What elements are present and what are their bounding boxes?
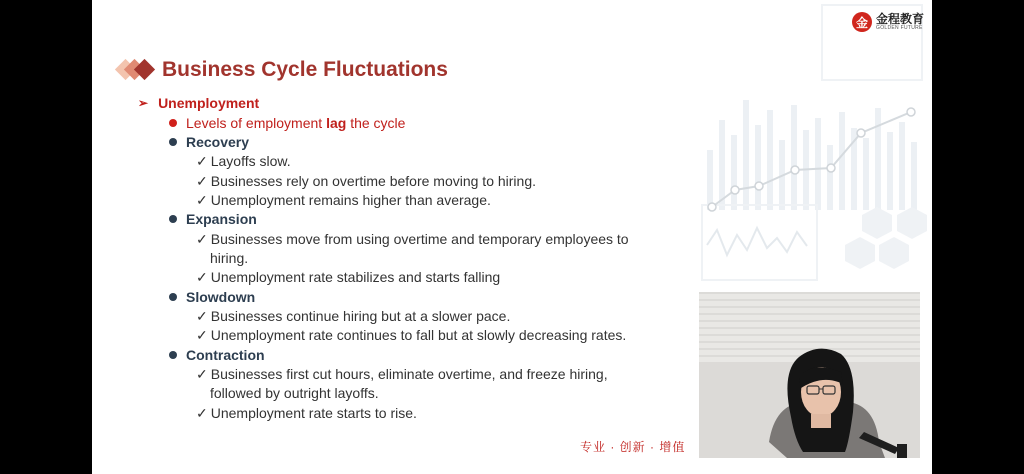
section-heading	[138, 95, 259, 111]
brand-logo	[852, 12, 924, 32]
list-item: ✓ Businesses move from using overtime and temporary employees to	[196, 231, 629, 247]
check-icon: ✓	[196, 173, 208, 189]
logo-tagline: GOLDEN FUTURE	[876, 25, 923, 31]
section-title-contraction: Contraction	[169, 347, 265, 363]
logo-icon: 金	[852, 12, 872, 32]
section-title-slowdown: Slowdown	[169, 289, 255, 305]
diamond-decoration-icon	[118, 54, 160, 86]
check-icon: ✓	[196, 192, 208, 208]
list-item: ✓ Unemployment rate continues to fall but at slowly decreasing rates.	[196, 327, 627, 343]
list-item: ✓ Businesses continue hiring but at a slower pace.	[196, 308, 511, 324]
list-item: ✓ Businesses first cut hours, eliminate overtime, and freeze hiring,	[196, 366, 608, 382]
arrow-bullet-icon: ➢	[138, 96, 149, 110]
section-title-recovery: Recovery	[169, 134, 249, 150]
bullet-icon	[169, 293, 177, 301]
list-item: ✓ Unemployment remains higher than average.	[196, 192, 491, 208]
list-item: ✓ Unemployment rate stabilizes and starts falling	[196, 269, 501, 285]
check-icon: ✓	[196, 366, 208, 382]
lag-statement: Levels of employment lag the cycle	[169, 115, 405, 131]
heading-label: Unemployment	[158, 95, 260, 111]
list-item: ✓ Unemployment rate starts to rise.	[196, 405, 417, 421]
check-icon: ✓	[196, 153, 208, 169]
list-item-continuation: hiring.	[210, 250, 249, 266]
footer-slogan: 专业 · 创新 · 增值	[580, 440, 686, 454]
check-icon: ✓	[196, 231, 208, 247]
page-title: Business Cycle Fluctuations	[162, 58, 448, 81]
list-item: ✓ Businesses rely on overtime before moving to hiring.	[196, 173, 537, 189]
slide-title-row	[118, 54, 448, 86]
check-icon: ✓	[196, 269, 208, 285]
list-item: ✓ Layoffs slow.	[196, 153, 291, 169]
check-icon: ✓	[196, 308, 208, 324]
decorative-chart-graphic	[697, 0, 932, 290]
presenter-video	[699, 292, 920, 458]
presenter-figure	[699, 292, 920, 458]
check-icon: ✓	[196, 405, 208, 421]
red-bullet-icon	[169, 119, 177, 127]
bullet-icon	[169, 351, 177, 359]
slide	[92, 0, 932, 474]
list-item-continuation: followed by outright layoffs.	[210, 385, 379, 401]
logo-name: 金程教育	[876, 12, 925, 26]
bullet-icon	[169, 215, 177, 223]
check-icon: ✓	[196, 327, 208, 343]
bullet-icon	[169, 138, 177, 146]
section-title-expansion: Expansion	[169, 211, 257, 227]
